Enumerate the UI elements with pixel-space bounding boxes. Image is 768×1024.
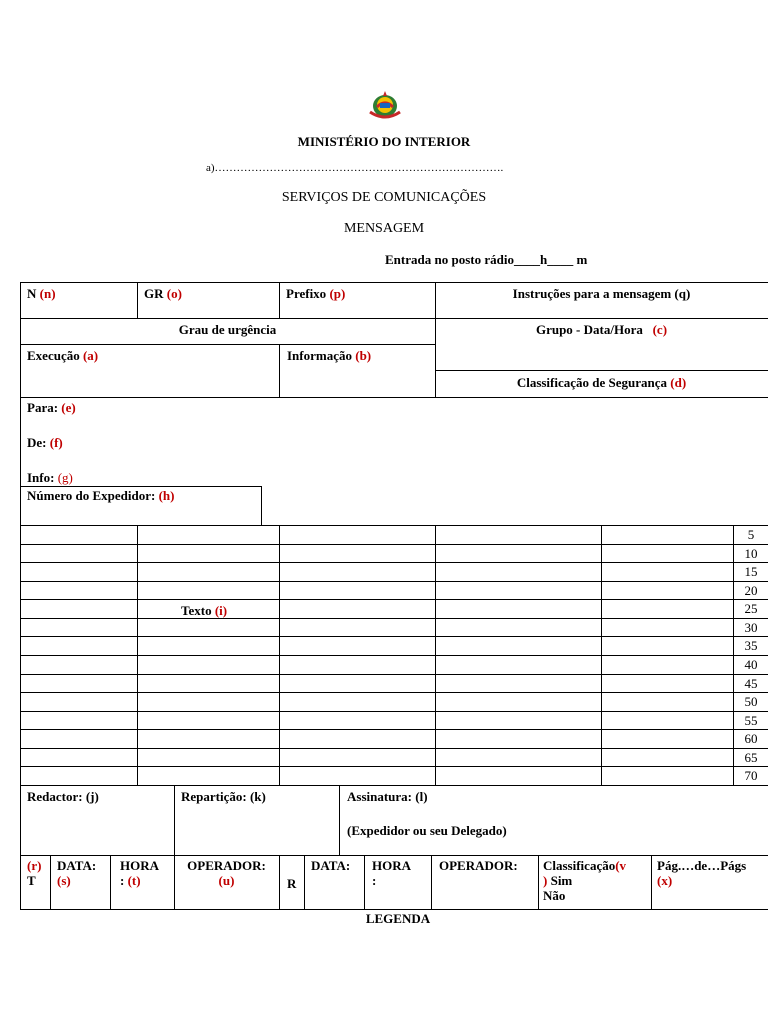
text-grid-row-line [20, 748, 768, 749]
informacao-field: Informação (b) [287, 348, 372, 363]
entry-prefix: Entrada no posto rádio [385, 252, 514, 267]
pagina-field: Pág.…de…Págs (x) [657, 858, 747, 888]
prefixo-field: Prefixo (p) [286, 286, 346, 301]
assinatura-field: Assinatura: (l) [347, 789, 428, 804]
text-grid-row-line [20, 729, 768, 730]
hora-sent-field: HORA : (t) [120, 858, 159, 888]
grupo-data-hora-field: Grupo - Data/Hora (c) [535, 322, 668, 337]
text-grid-row-line [20, 711, 768, 712]
n-field: N (n) [27, 286, 56, 301]
word-count-45: 45 [744, 676, 758, 691]
text-grid-row-line [20, 692, 768, 693]
legend-title: LEGENDA [365, 911, 431, 926]
r-label: R [287, 876, 297, 891]
entry-h: h [539, 252, 548, 267]
numero-expedidor-field: Número do Expedidor: (h) [27, 488, 175, 503]
operador-received-field: OPERADOR: [439, 858, 518, 873]
entry-line: Entrada no posto rádio____h____ m [385, 252, 588, 267]
data-sent-field: DATA: (s) [57, 858, 97, 888]
redactor-field: Redactor: (j) [27, 789, 99, 804]
line-a: a)……………………………………………………………………. [206, 162, 504, 174]
data-received-field: DATA: [311, 858, 351, 873]
grau-urgencia-label: Grau de urgência [178, 322, 277, 337]
message-title: MENSAGEM [343, 221, 425, 236]
word-count-20: 20 [744, 583, 758, 598]
word-count-55: 55 [744, 713, 758, 728]
reparticao-field: Repartição: (k) [181, 789, 266, 804]
expedidor-delegado-note: (Expedidor ou seu Delegado) [347, 823, 507, 838]
para-field: Para: (e) [27, 400, 76, 415]
word-count-15: 15 [744, 564, 758, 579]
classificacao-field: Classificação(v ) Sim Não [543, 858, 627, 903]
r-code: (r) T [27, 858, 42, 888]
hora-received-field: HORA : [372, 858, 411, 888]
text-grid-row-line [20, 655, 768, 656]
text-grid-row-line [20, 581, 768, 582]
text-grid-row-line [20, 544, 768, 545]
text-grid-row-line [20, 636, 768, 637]
word-count-5: 5 [747, 527, 755, 542]
word-count-35: 35 [744, 638, 758, 653]
text-grid-row-line [20, 599, 768, 600]
word-count-65: 65 [744, 750, 758, 765]
info-field: Info: (g) [27, 470, 73, 485]
emblem-icon [366, 90, 404, 120]
word-count-60: 60 [744, 731, 758, 746]
entry-m: m [576, 252, 588, 267]
word-count-70: 70 [744, 768, 758, 783]
texto-label: Texto (i) [181, 603, 228, 618]
instrucoes-field: Instruções para a mensagem (q) [512, 286, 691, 301]
word-count-40: 40 [744, 657, 758, 672]
classificacao-seguranca-field: Classificação de Segurança (d) [516, 375, 687, 390]
word-count-10: 10 [744, 546, 758, 561]
text-grid-row-line [20, 766, 768, 767]
text-grid-row-line [20, 674, 768, 675]
execucao-field: Execução (a) [27, 348, 99, 363]
word-count-50: 50 [744, 694, 758, 709]
text-grid-row-line [20, 618, 768, 619]
word-count-25: 25 [744, 601, 758, 616]
text-grid-row-line [20, 562, 768, 563]
ministry-title: MINISTÉRIO DO INTERIOR [297, 134, 471, 149]
gr-field: GR (o) [144, 286, 182, 301]
services-title: SERVIÇOS DE COMUNICAÇÕES [281, 190, 487, 205]
de-field: De: (f) [27, 435, 63, 450]
operador-sent-field: OPERADOR: (u) [187, 858, 266, 888]
word-count-30: 30 [744, 620, 758, 635]
